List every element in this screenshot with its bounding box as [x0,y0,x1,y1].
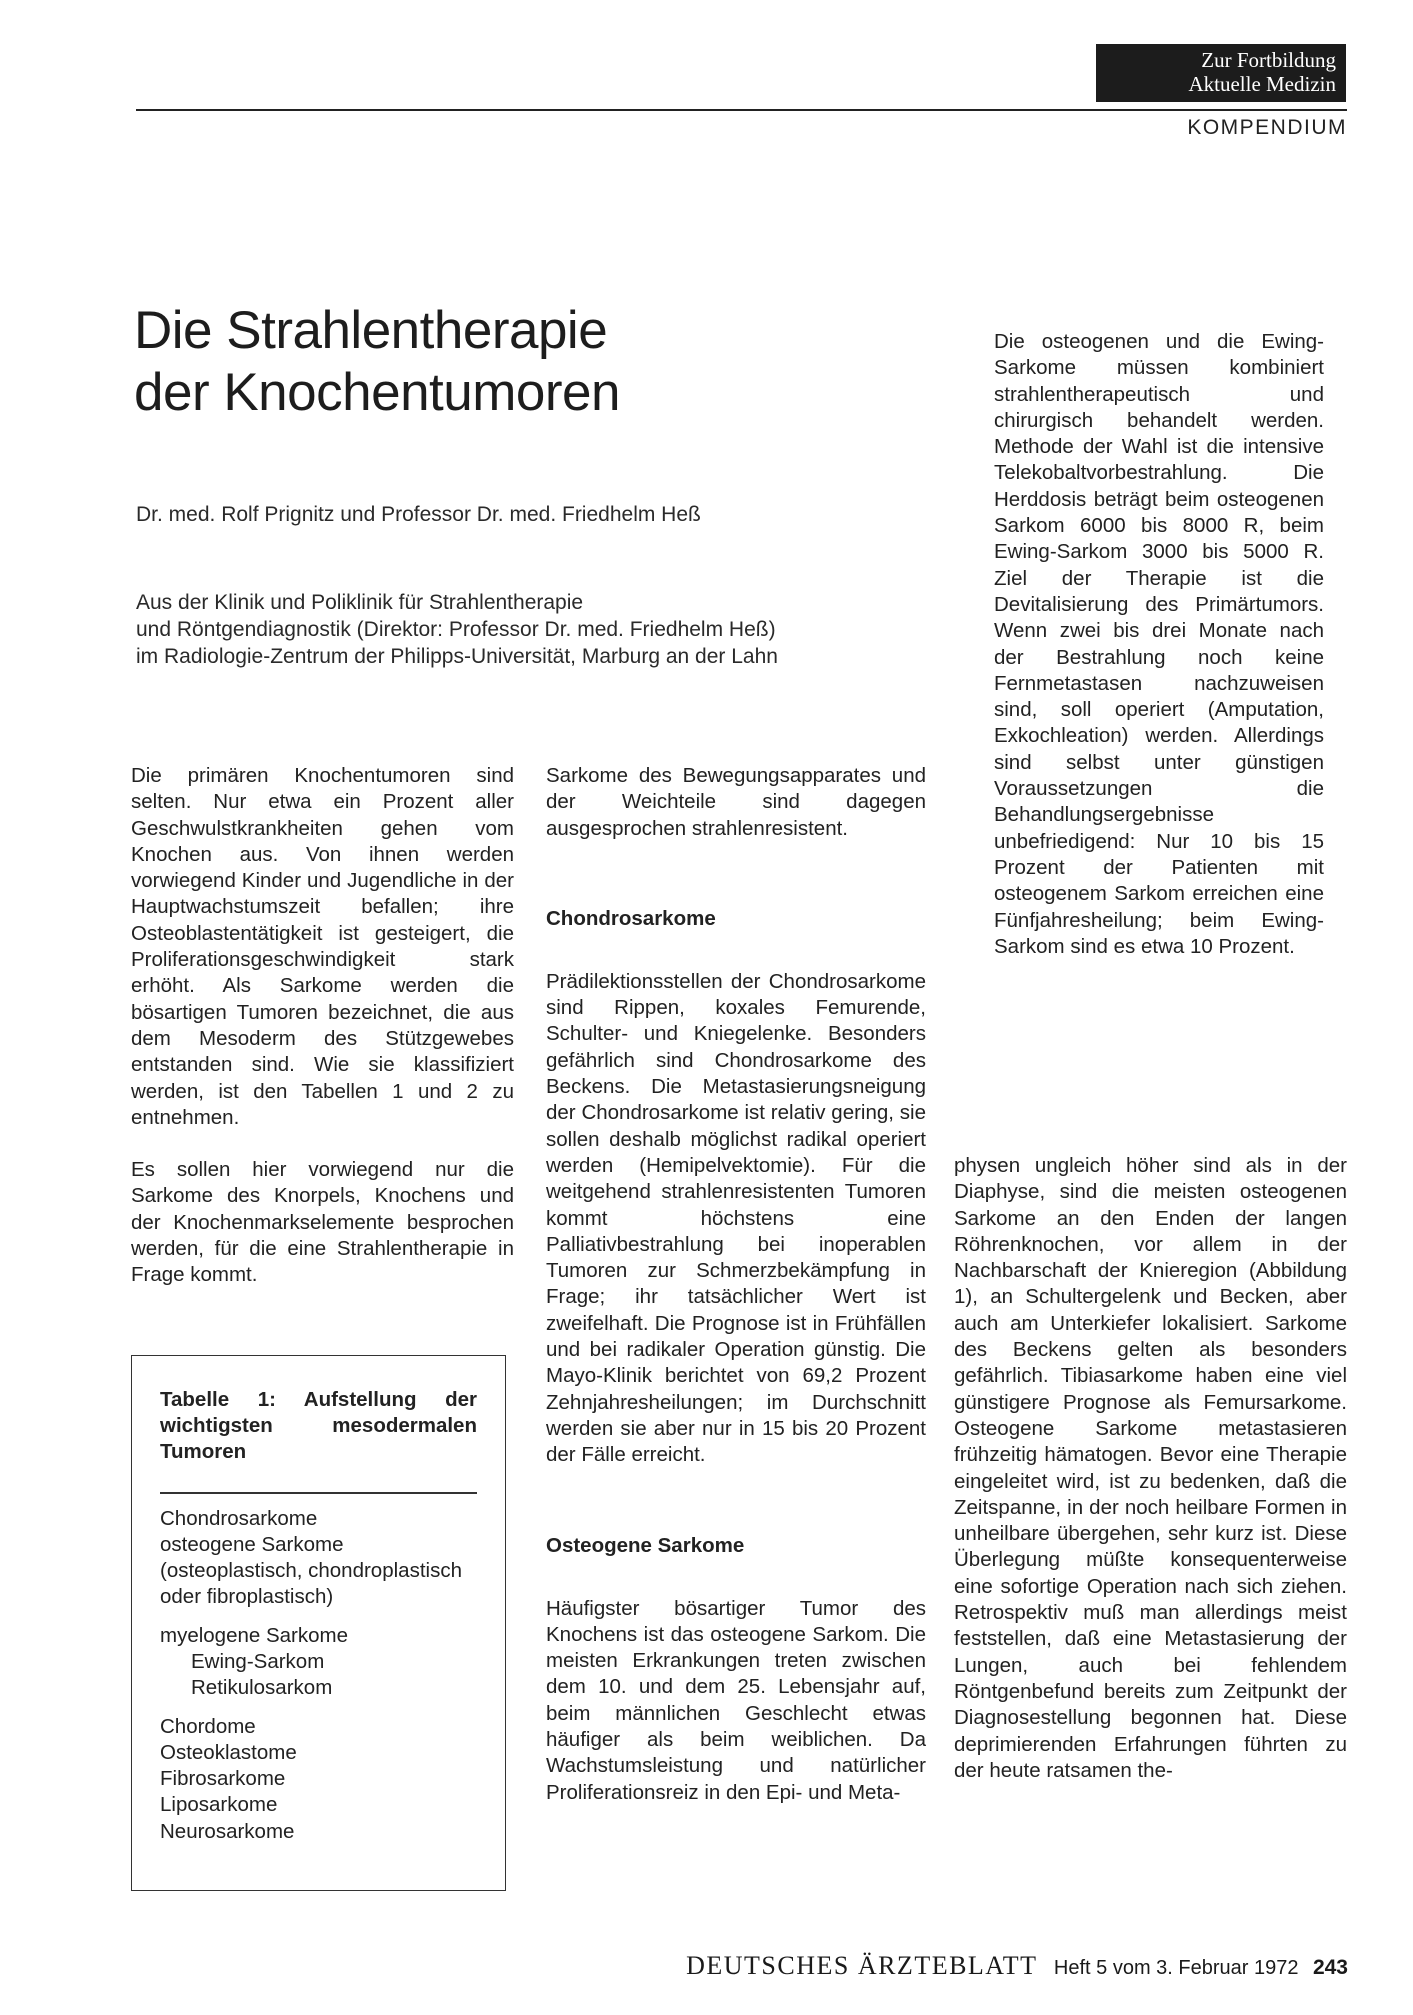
body-paragraph: Die osteogenen und die Ewing-Sarkome müssen kombiniert strahlentherapeutisch und chirurgisch behandelt werden. Methode der Wahl ist die intensive Telekobaltvorbestrahlung. Die Herddosis beträgt beim osteogenen Sarkom 6000 bis 8000 R, beim Ewing-Sarkom 3000 bis 5000 R. Ziel der Therapie ist die Devitalisierung des Primärtumors. Wenn zwei bis drei Monate nach der Bestrahlung noch keine Fernmetastasen nachzuweisen sind, soll operiert (Amputation, Exkochleation) werden. Allerdings sind selbst unter günstigen Voraussetzungen die Behandlungsergebnisse unbefriedigend: Nur 10 bis 15 Prozent der Patienten mit osteogenem Sarkom erreichen eine Fünfjahresheilung; beim Ewing-Sarkom sind es etwa 10 Prozent. [994,330,1324,958]
text-column-2 [546,763,926,1806]
body-paragraph: Die primären Knochentumoren sind selten. Nur etwa ein Prozent aller Geschwulstkrankheiten gehen vom Knochen aus. Von ihnen werden vorwiegend Kinder und Jugendliche in der Hauptwachstumszeit befallen; ihre Osteoblastentätigkeit ist gesteigert, die Proliferationsgeschwindigkeit stark erhöht. Als Sarkome werden die bösartigen Tumoren bezeichnet, die aus dem Mesoderm des Stützgewebes entstanden sind. Wie sie klassifiziert werden, ist den Tabellen 1 und 2 zu entnehmen. [131,764,514,1129]
page-footer [686,1951,1348,1981]
page-number: 243 [1312,1956,1348,1979]
table-group [160,1714,477,1845]
affiliation-line: im Radiologie-Zentrum der Philipps-Universität, Marburg an der Lahn [136,645,778,668]
section-heading-osteogene-sarkome: Osteogene Sarkome [546,1533,745,1557]
table-group [160,1623,477,1702]
table-1-box [131,1355,506,1891]
body-paragraph: Sarkome des Bewegungsapparates und der Weichteile sind dagegen ausgesprochen strahlenresistent. [546,764,926,840]
text-column-3-lower [954,1153,1347,1784]
table-subitem: Ewing-Sarkom [191,1649,325,1673]
table-item: osteogene Sarkome [160,1532,344,1556]
text-column-3-upper [994,329,1324,960]
table-rule [160,1492,477,1494]
body-paragraph: Es sollen hier vorwiegend nur die Sarkome des Knorpels, Knochens und der Knochenmarkselemente besprochen werden, für die eine Strahlentherapie in Frage kommt. [131,1158,514,1287]
section-label: KOMPENDIUM [1187,116,1347,139]
table-item: Chordome [160,1714,256,1738]
issue-info: Heft 5 vom 3. Februar 1972 [1053,1957,1299,1979]
text-column-1 [131,763,514,1289]
table-item: Liposarkome [160,1793,278,1817]
affiliation-line: und Röntgendiagnostik (Direktor: Professor Dr. med. Friedhelm Heß) [136,618,776,641]
article-affiliation [136,589,778,670]
title-line-2: der Knochentumoren [134,363,620,422]
table-item: Osteoklastome [160,1740,297,1764]
article-title [134,300,754,424]
title-line-1: Die Strahlentherapie [134,301,608,360]
header-rule [136,109,1347,111]
section-banner [1096,44,1346,102]
body-paragraph: Prädilektionsstellen der Chondrosarkome sind Rippen, koxales Femurende, Schulter- und Kniegelenke. Besonders gefährlich sind Chondrosarkome des Beckens. Die Metastasierungsneigung der Chondrosarkome ist relativ gering, sie sollen deshalb möglichst radikal operiert werden (Hemipelvektomie). Für die weitgehend strahlenresistenten Tumoren kommt höchstens eine Palliativbestrahlung bei inoperablen Tumoren zur Schmerzbekämpfung in Frage; ihr tatsächlicher Wert ist zweifelhaft. Die Prognose ist in Frühfällen und bei radikaler Operation günstig. Die Mayo-Klinik berichtet von 69,2 Prozent Zehnjahresheilungen; im Durchschnitt werden sie aber nur in 15 bis 20 Prozent der Fälle erreicht. [546,969,926,1467]
table-item: myelogene Sarkome [160,1623,349,1647]
table-title: Tabelle 1: Aufstellung der wichtigsten mesodermalen Tumoren [160,1388,477,1463]
table-group [160,1506,477,1611]
table-item: Chondrosarkome [160,1506,318,1530]
banner-line-2: Aktuelle Medizin [1188,72,1336,96]
banner-line-1: Zur Fortbildung [1201,48,1336,72]
affiliation-line: Aus der Klinik und Poliklinik für Strahlentherapie [136,591,584,614]
table-item: (osteoplastisch, chondroplastisch oder fibroplastisch) [160,1559,462,1609]
section-heading-chondrosarkome: Chondrosarkome [546,906,716,930]
journal-name: DEUTSCHES ÄRZTEBLATT [686,1951,1038,1980]
article-authors: Dr. med. Rolf Prignitz und Professor Dr. med. Friedhelm Heß [136,503,701,526]
table-subitem: Retikulosarkom [191,1676,333,1700]
body-paragraph: physen ungleich höher sind als in der Diaphyse, sind die meisten osteogenen Sarkome an den Enden der langen Röhrenknochen, vor allem in der Nachbarschaft der Knieregion (Abbildung 1), an Schultergelenk und Becken, aber auch am Unterkiefer lokalisiert. Sarkome des Beckens gelten als besonders gefährlich. Tibiasarkome haben eine viel günstigere Prognose als Femursarkome. Osteogene Sarkome metastasieren frühzeitig hämatogen. Bevor eine Therapie eingeleitet wird, ist zu bedenken, daß die Zeitspanne, in der noch heilbare Formen in unheilbare übergehen, sehr kurz ist. Diese Überlegung müßte konsequenterweise eine sofortige Operation nach sich ziehen. Retrospektiv muß man allerdings meist feststellen, daß eine Metastasierung der Lungen, auch bei fehlendem Röntgenbefund bereits zum Zeitpunkt der Diagnosestellung begonnen hat. Diese deprimierenden Erfahrungen führten zu der heute ratsamen the- [954,1154,1347,1782]
table-item: Fibrosarkome [160,1767,286,1791]
body-paragraph: Häufigster bösartiger Tumor des Knochens ist das osteogene Sarkom. Die meisten Erkrankungen treten zwischen dem 10. und dem 25. Lebensjahr auf, beim männlichen Geschlecht etwas häufiger als beim weiblichen. Da Wachstumsleistung und natürlicher Proliferationsreiz in den Epi- und Meta- [546,1596,926,1804]
table-item: Neurosarkome [160,1819,295,1843]
